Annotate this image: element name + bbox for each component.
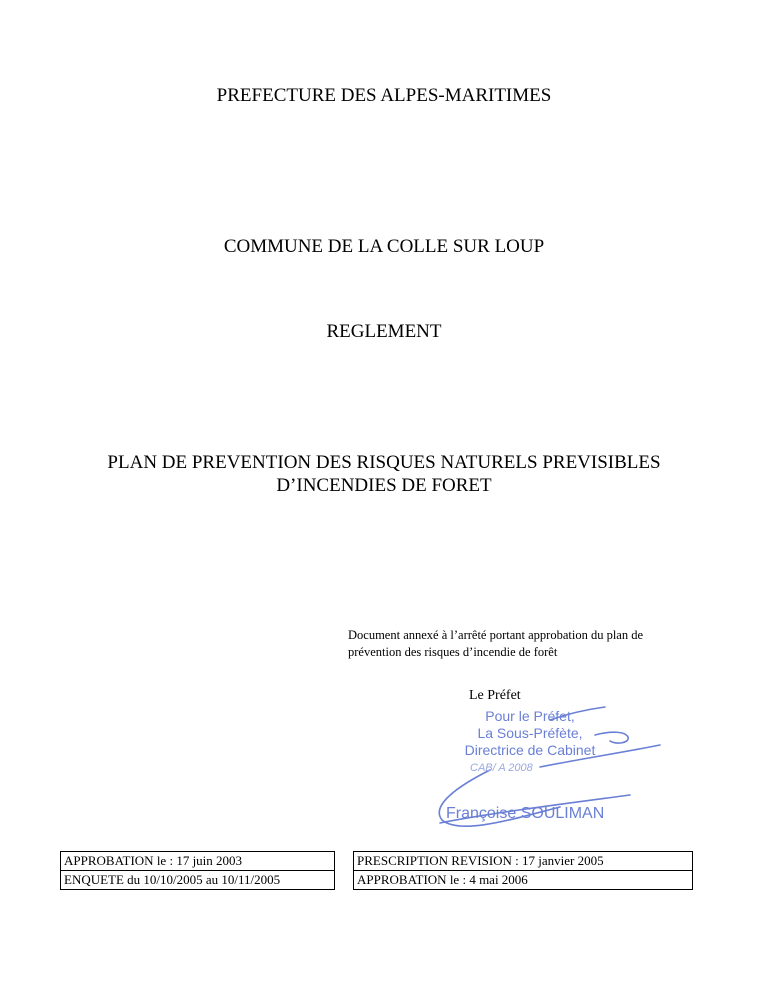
prefet-label: Le Préfet [469, 688, 521, 703]
table-row [61, 871, 693, 890]
plan-title [0, 451, 768, 497]
dates-table [60, 851, 693, 890]
annex-note [348, 627, 708, 661]
approbation-2003-cell: APPROBATION le : 17 juin 2003 [61, 852, 335, 871]
table-row [61, 852, 693, 871]
table-gap [335, 871, 354, 890]
table-gap [335, 852, 354, 871]
signature-stamp [430, 708, 630, 759]
stamp-reference: CAB/ A 2008 [470, 762, 533, 774]
annex-note-line-1: Document annexé à l’arrêté portant approbation du plan de [348, 628, 644, 642]
plan-title-line-2: D’INCENDIES DE FORET [276, 475, 492, 496]
stamp-line-3: Directrice de Cabinet [464, 742, 596, 758]
prefecture-title: PREFECTURE DES ALPES-MARITIMES [216, 85, 552, 106]
enquete-cell: ENQUETE du 10/10/2005 au 10/11/2005 [61, 871, 335, 890]
signatory-name: Françoise SOULIMAN [446, 805, 605, 822]
plan-title-line-1: PLAN DE PREVENTION DES RISQUES NATURELS PREVISIBLES [107, 452, 661, 473]
stamp-line-2: La Sous-Préfète, [477, 725, 583, 741]
document-type: REGLEMENT [326, 321, 442, 342]
prescription-revision-cell: PRESCRIPTION REVISION : 17 janvier 2005 [354, 852, 693, 871]
annex-note-line-2: prévention des risques d’incendie de forêt [348, 645, 558, 659]
approbation-2006-cell: APPROBATION le : 4 mai 2006 [354, 871, 693, 890]
stamp-line-1: Pour le Préfet, [485, 708, 575, 724]
commune-title: COMMUNE DE LA COLLE SUR LOUP [223, 236, 545, 257]
